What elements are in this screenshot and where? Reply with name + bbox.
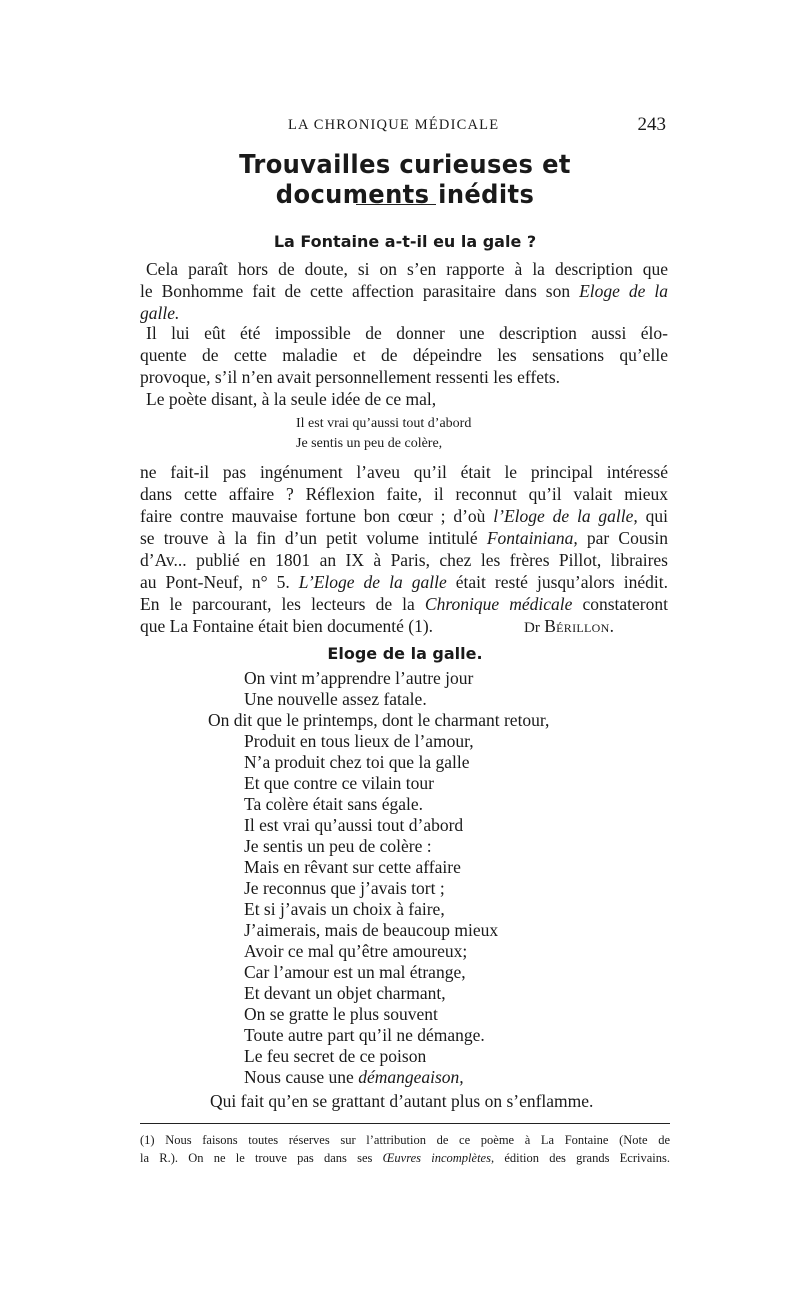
poem-line: On dit que le printemps, dont le charmant retour, <box>208 710 550 730</box>
article-text-line: ne fait-il pas ingénument l’aveu qu’il était le principal intéressé <box>140 462 668 482</box>
poem-line: On se gratte le plus souvent <box>244 1004 438 1024</box>
poem-line: Il est vrai qu’aussi tout d’abord <box>244 815 464 835</box>
section-title: Trouvailles curieuses et documents inédits <box>239 150 571 210</box>
article-text-line: En le parcourant, les lecteurs de la Chronique médicale constateront <box>140 594 668 614</box>
poem-title: Eloge de la galle. <box>327 644 483 663</box>
poem-line: N’a produit chez toi que la galle <box>244 752 470 772</box>
poem-line: Et si j’avais un choix à faire, <box>244 899 445 919</box>
footnote-line: la R.). On ne le trouve pas dans ses Œuvres incomplètes, édition des grands Ecrivains. <box>140 1151 670 1165</box>
poem-line: Et que contre ce vilain tour <box>244 773 434 793</box>
quoted-verse-line: Il est vrai qu’aussi tout d’abord <box>296 416 472 431</box>
poem-line: Avoir ce mal qu’être amoureux; <box>244 941 468 961</box>
poem-line: Nous cause une démangeaison, <box>244 1067 464 1087</box>
signature-title: Dr <box>524 620 540 636</box>
poem-line: Et devant un objet charmant, <box>244 983 446 1003</box>
article-text-line: au Pont-Neuf, n° 5. L’Eloge de la galle était resté jusqu’alors inédit. <box>140 572 669 592</box>
running-title: LA CHRONIQUE MÉDICALE <box>288 117 500 133</box>
poem-line: Mais en rêvant sur cette affaire <box>244 857 461 877</box>
article-text-line: Le poète disant, à la seule idée de ce mal, <box>146 389 437 409</box>
poem-line: Toute autre part qu’il ne démange. <box>244 1025 485 1045</box>
article-text-line: dans cette affaire ? Réflexion faite, il reconnut qu’il valait mieux <box>140 484 668 504</box>
article-text-line: se trouve à la fin d’un petit volume intitulé Fontainiana, par Cousin <box>140 528 669 548</box>
quoted-verse-line: Je sentis un peu de colère, <box>296 436 443 451</box>
article-text-line: galle. <box>140 303 180 323</box>
article-text-line: faire contre mauvaise fortune bon cœur ; d’où l’Eloge de la galle, qui <box>140 506 668 526</box>
article-text-line: d’Av... publié en 1801 an IX à Paris, chez les frères Pillot, libraires <box>140 550 668 570</box>
page-number: 243 <box>637 114 666 135</box>
article-text-line: Cela paraît hors de doute, si on s’en rapporte à la description que <box>146 259 668 279</box>
article-text-line: provoque, s’il n’en avait personnellement ressenti les effets. <box>140 367 561 387</box>
poem-line: Car l’amour est un mal étrange, <box>244 962 466 982</box>
poem-line: Je sentis un peu de colère : <box>244 836 432 856</box>
article-text-line: que La Fontaine était bien documenté (1). <box>140 616 434 636</box>
article-text-line: le Bonhomme fait de cette affection parasitaire dans son Eloge de la <box>140 281 669 301</box>
article-heading: La Fontaine a-t-il eu la gale ? <box>273 232 537 251</box>
poem-line: Ta colère était sans égale. <box>244 794 424 814</box>
article-text-line: quente de cette maladie et de dépeindre les sensations qu’elle <box>140 345 668 365</box>
footnote-line: (1) Nous faisons toutes réserves sur l’attribution de ce poème à La Fontaine (Note de <box>140 1133 670 1147</box>
signature <box>524 615 614 639</box>
running-header <box>140 114 670 138</box>
poem-line: Une nouvelle assez fatale. <box>244 689 427 709</box>
title-divider <box>356 204 436 205</box>
article-text-line: Il lui eût été impossible de donner une description aussi élo- <box>146 323 668 343</box>
poem-line: Je reconnus que j’avais tort ; <box>244 878 445 898</box>
poem-line: Produit en tous lieux de l’amour, <box>244 731 474 751</box>
poem-line: Le feu secret de ce poison <box>244 1046 427 1066</box>
poem-line: On vint m’apprendre l’autre jour <box>244 668 474 688</box>
signature-name: Bérillon. <box>544 616 615 636</box>
poem-line: Qui fait qu’en se grattant d’autant plus on s’enflamme. <box>210 1091 594 1111</box>
footnote-divider <box>140 1123 670 1124</box>
poem-line: J’aimerais, mais de beaucoup mieux <box>244 920 499 940</box>
